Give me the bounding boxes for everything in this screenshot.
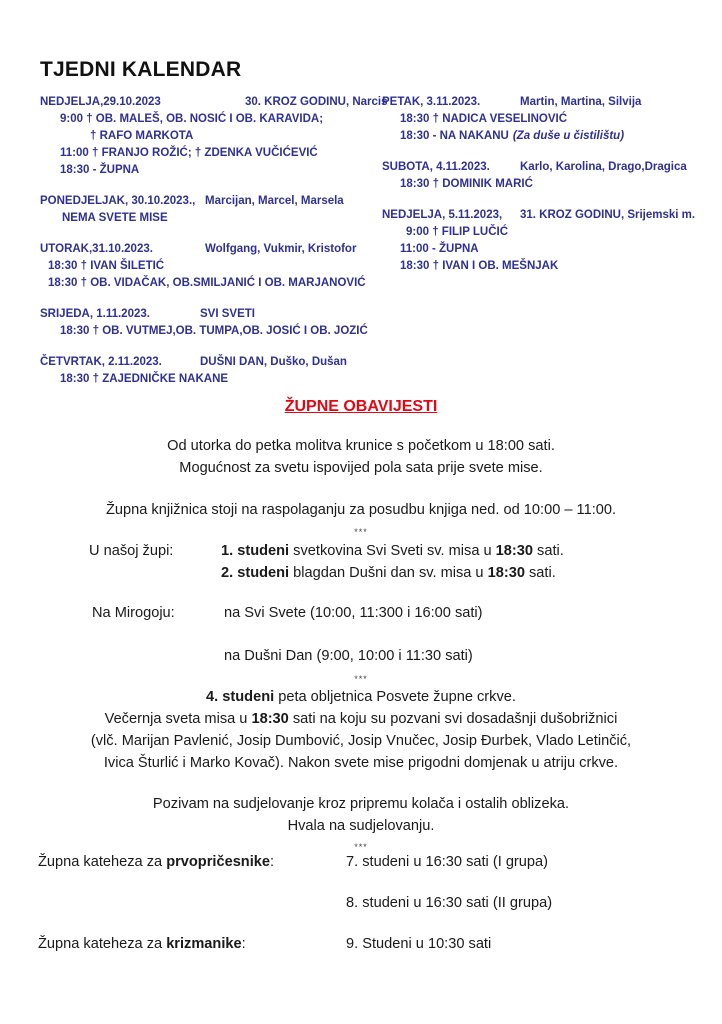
confirmation-catechesis-label bbox=[38, 935, 246, 953]
day-date: NEDJELJA,29.10.2023 bbox=[40, 96, 161, 108]
catechesis-colon: : bbox=[270, 854, 275, 870]
mass-text: 11:00 † FRANJO ROŽIĆ; † ZDENKA VUČIĆEVIĆ bbox=[60, 147, 318, 159]
nov1-text: svetkovina Svi Sveti sv. misa u bbox=[289, 543, 496, 559]
day-feast: SVI SVETI bbox=[200, 308, 255, 320]
day-feast: 31. KROZ GODINU, Srijemski m. bbox=[520, 209, 696, 221]
calendar-day-header bbox=[382, 159, 712, 176]
confirm-colon: : bbox=[241, 936, 246, 952]
nov4-date: 4. studeni bbox=[206, 689, 275, 705]
mass-entry bbox=[40, 323, 380, 340]
day-date: ČETVRTAK, 2.11.2023. bbox=[40, 356, 162, 368]
day-feast: Karlo, Karolina, Drago,Dragica bbox=[520, 161, 687, 173]
day-spacer bbox=[40, 292, 380, 306]
mass-text: 18:30 - ŽUPNA bbox=[60, 164, 140, 176]
mass-entry bbox=[40, 258, 380, 275]
mass-entry bbox=[40, 275, 380, 292]
mass-entry bbox=[40, 145, 380, 162]
anniversary-line bbox=[0, 688, 722, 706]
day-date: PONEDJELJAK, 30.10.2023., bbox=[40, 195, 196, 207]
nov1-time: 18:30 bbox=[495, 543, 533, 559]
mass-text: NEMA SVETE MISE bbox=[62, 212, 168, 224]
communion-catechesis-label bbox=[38, 853, 274, 871]
all-saints-line bbox=[221, 542, 564, 560]
rosary-notice: Od utorka do petka molitva krunice s početkom u 18:00 sati. bbox=[167, 438, 555, 454]
thanks-line: Hvala na sudjelovanju. bbox=[287, 818, 435, 834]
nov4-text: peta obljetnica Posvete župne crkve. bbox=[274, 689, 516, 705]
calendar-day-header bbox=[40, 354, 380, 371]
catechesis-group-1: 7. studeni u 16:30 sati (I grupa) bbox=[346, 854, 549, 870]
day-date: UTORAK,31.10.2023. bbox=[40, 243, 153, 255]
mass-text: 18:30 † IVAN I OB. MEŠNJAK bbox=[400, 260, 559, 272]
evening-a: Večernja sveta misa u bbox=[104, 711, 252, 727]
day-feast: Wolfgang, Vukmir, Kristofor bbox=[205, 243, 357, 255]
invite-line: Pozivam na sudjelovanje kroz pripremu kolača i ostalih oblizeka. bbox=[152, 796, 570, 812]
mass-entry bbox=[382, 241, 712, 258]
evening-b: sati na koju su pozvani svi dosadašnji dušobrižnici bbox=[288, 711, 618, 727]
nov2-end: sati. bbox=[524, 565, 556, 581]
day-feast: DUŠNI DAN, Duško, Dušan bbox=[200, 356, 347, 368]
mass-text: 18:30 - NA NAKANU bbox=[400, 130, 509, 142]
calendar-day-header bbox=[40, 241, 380, 258]
library-notice: Župna knjižnica stoji na raspolaganju za posudbu knjiga ned. od 10:00 – 11:00. bbox=[105, 502, 617, 518]
notices-title: ŽUPNE OBAVIJESTI bbox=[284, 398, 438, 415]
separator-stars: *** bbox=[354, 842, 368, 852]
confirmation-time: 9. Studeni u 10:30 sati bbox=[346, 936, 492, 952]
day-feast: Martin, Martina, Silvija bbox=[520, 96, 642, 108]
day-feast: Marcijan, Marcel, Marsela bbox=[205, 195, 344, 207]
all-souls-line bbox=[221, 564, 556, 582]
confirm-a: Župna kateheza za bbox=[38, 936, 167, 952]
nov1-end: sati. bbox=[533, 543, 564, 559]
mass-text: 18:30 † OB. VUTMEJ,OB. TUMPA,OB. JOSIĆ I OB. JOZIĆ bbox=[60, 325, 368, 337]
mass-text: 18:30 † DOMINIK MARIĆ bbox=[400, 178, 533, 190]
priests-line-2: Ivica Šturlić i Marko Kovač). Nakon svete mise prigodni domjenak u atriju crkve. bbox=[103, 755, 619, 771]
mass-entry bbox=[40, 162, 380, 179]
calendar-right-column bbox=[382, 94, 712, 275]
parish-label: U našoj župi: bbox=[89, 543, 174, 559]
calendar-day-header bbox=[40, 306, 380, 323]
day-spacer bbox=[382, 145, 712, 159]
calendar-day-header bbox=[40, 94, 388, 111]
nov2-time: 18:30 bbox=[487, 565, 525, 581]
mass-text: 18:30 † IVAN ŠILETIĆ bbox=[48, 260, 165, 272]
calendar-left-column bbox=[40, 94, 388, 388]
priests-line-1: (vlč. Marijan Pavlenić, Josip Dumbović, Josip Vnučec, Josip Đurbek, Vlado Letinčić, bbox=[90, 733, 632, 749]
calendar-day-header bbox=[40, 193, 380, 210]
mass-entry bbox=[40, 371, 380, 388]
catechesis-a: Župna kateheza za bbox=[38, 854, 167, 870]
separator-stars: *** bbox=[354, 674, 368, 684]
mass-text: 18:30 † OB. VIDAČAK, OB.SMILJANIĆ I OB. MARJANOVIĆ bbox=[48, 277, 366, 289]
day-spacer bbox=[382, 193, 712, 207]
mass-text: 9:00 † OB. MALEŠ, OB. NOSIĆ I OB. KARAVIDA; bbox=[60, 113, 324, 125]
day-spacer bbox=[40, 179, 380, 193]
page-title: TJEDNI KALENDAR bbox=[40, 58, 242, 81]
mass-text: 9:00 † FILIP LUČIĆ bbox=[406, 226, 509, 238]
mirogoj-label: Na Mirogoju: bbox=[92, 605, 175, 621]
nov2-date: 2. studeni bbox=[221, 565, 290, 581]
mass-text: 18:30 † ZAJEDNIČKE NAKANE bbox=[60, 373, 229, 385]
mass-entry bbox=[40, 111, 380, 128]
mass-entry bbox=[382, 176, 712, 193]
catechesis-group: prvopričesnike bbox=[166, 854, 271, 870]
day-date: PETAK, 3.11.2023. bbox=[382, 96, 481, 108]
catechesis-group-2: 8. studeni u 16:30 sati (II grupa) bbox=[346, 895, 553, 911]
mass-intention-note: (Za duše u čistilištu) bbox=[512, 130, 625, 142]
evening-time: 18:30 bbox=[251, 711, 289, 727]
day-date: NEDJELJA, 5.11.2023, bbox=[382, 209, 503, 221]
mass-entry bbox=[382, 111, 712, 128]
nov1-date: 1. studeni bbox=[221, 543, 290, 559]
confession-notice: Mogućnost za svetu ispovijed pola sata prije svete mise. bbox=[179, 460, 543, 476]
mass-text: 11:00 - ŽUPNA bbox=[400, 243, 479, 255]
calendar-day-header bbox=[382, 207, 712, 224]
day-spacer bbox=[40, 340, 380, 354]
mass-text: † RAFO MARKOTA bbox=[90, 130, 194, 142]
day-date: SUBOTA, 4.11.2023. bbox=[382, 161, 490, 173]
mass-entry bbox=[382, 258, 712, 275]
mass-entry bbox=[40, 128, 380, 145]
mass-entry bbox=[382, 224, 712, 241]
mass-entry bbox=[40, 210, 380, 227]
mass-entry bbox=[382, 128, 712, 145]
nov2-text: blagdan Dušni dan sv. misa u bbox=[289, 565, 488, 581]
mirogoj-all-saints: na Svi Svete (10:00, 11:300 i 16:00 sati) bbox=[224, 605, 483, 621]
mass-text: 18:30 † NADICA VESELINOVIĆ bbox=[400, 113, 568, 125]
day-feast: 30. KROZ GODINU, Narcis bbox=[245, 96, 388, 108]
separator-stars: *** bbox=[354, 527, 368, 537]
day-date: SRIJEDA, 1.11.2023. bbox=[40, 308, 150, 320]
mirogoj-all-souls: na Dušni Dan (9:00, 10:00 i 11:30 sati) bbox=[224, 648, 473, 664]
day-spacer bbox=[40, 227, 380, 241]
calendar-day-header bbox=[382, 94, 712, 111]
evening-mass-line bbox=[0, 710, 722, 728]
confirm-group: krizmanike bbox=[166, 936, 242, 952]
